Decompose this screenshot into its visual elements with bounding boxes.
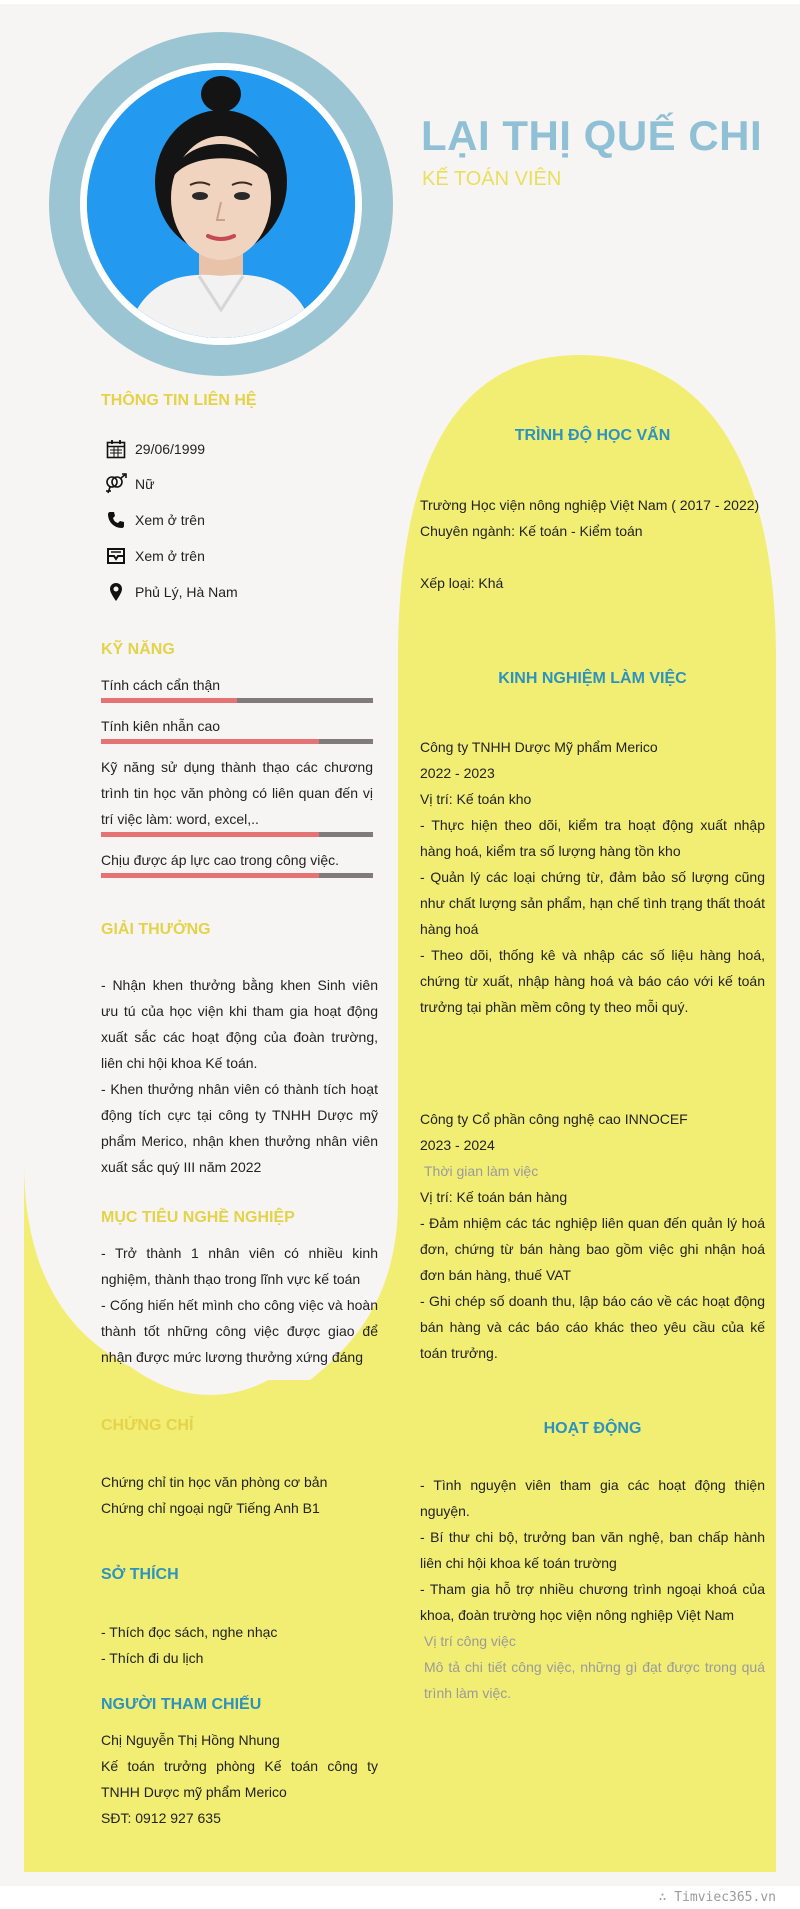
goals-section-title: MỤC TIÊU NGHỀ NGHIỆP [101,1209,295,1226]
skill-label: Chịu được áp lực cao trong công việc. [101,852,340,868]
job-detail: - Đảm nhiệm các tác nghiệp liên quan đến quản lý hoá đơn, chứng từ bán hàng bao gồm việc ghi nhận hoá đơn bán hàng, thuế VAT [420,1215,765,1283]
job-time-placeholder: Thời gian làm việc [424,1163,539,1179]
activity-item: - Tham gia hỗ trợ nhiều chương trình ngoại khoá của khoa, đoàn trường học viện nông nghiệp Việt Nam [420,1581,765,1623]
hobbies-content [101,1619,378,1671]
portrait-illustration [87,70,355,338]
job-company: Công ty TNHH Dược Mỹ phẩm Merico [420,739,658,755]
skills-section-title: KỸ NĂNG [101,641,175,658]
skill-label: Tính kiên nhẫn cao [101,718,221,734]
goals-content [101,1240,378,1370]
contact-birthday [104,436,205,462]
contact-email [104,543,205,569]
activity-item: - Bí thư chi bộ, trưởng ban văn nghệ, ban chấp hành liên chi hội khoa kế toán trường [420,1529,765,1571]
hobby-item: - Thích đi du lịch [101,1650,204,1666]
job-position: Vị trí: Kế toán kho [420,791,532,807]
experience-section-title: KINH NGHIỆM LÀM VIỆC [498,670,687,687]
skill-label: Tính cách cẩn thận [101,677,221,693]
job-company: Công ty Cổ phần công nghệ cao INNOCEF [420,1111,688,1127]
certificate-item: Chứng chỉ ngoại ngữ Tiếng Anh B1 [101,1500,320,1516]
location-icon [104,580,128,604]
activity-item: - Tình nguyện viên tham gia các hoạt động thiện nguyện. [420,1477,765,1519]
reference-position: Kế toán trưởng phòng Kế toán công ty TNHH Dược mỹ phẩm Merico [101,1758,378,1800]
activities-content [420,1472,765,1706]
contact-address [104,579,238,605]
certificates-section-title: CHỨNG CHỈ [101,1417,194,1434]
candidate-role: KẾ TOÁN VIÊN [422,168,562,190]
phone-icon [104,508,128,532]
skill-bar-fill [101,739,319,744]
education-content [420,492,765,596]
goal-item: - Cống hiến hết mình cho công việc và hoàn thành tốt những công việc được giao để nhận được mức lương thưởng xứng đáng [101,1297,378,1365]
contact-value: Phủ Lý, Hà Nam [135,584,238,600]
references-content [101,1727,378,1831]
skill-label: Kỹ năng sử dụng thành thạo các chương trình tin học văn phòng có liên quan đến vị trí việc làm: word, excel,.. [101,759,373,827]
job-period: 2022 - 2023 [420,765,495,781]
activity-description-placeholder: Mô tả chi tiết công việc, những gì đạt được trong quá trình làm việc. [424,1659,765,1701]
contact-value: 29/06/1999 [135,441,206,457]
job-entry [420,734,765,1020]
calendar-icon [104,437,128,461]
contact-value: Nữ [135,476,155,492]
contact-phone [104,507,205,533]
job-detail: - Quản lý các loại chứng từ, đảm bảo số lượng cũng như chất lượng sản phẩm, hạn chế tình trạng thất thoát hàng hoá [420,869,765,937]
job-period: 2023 - 2024 [420,1137,495,1153]
gender-icon [104,472,128,496]
reference-phone: SĐT: 0912 927 635 [101,1810,221,1826]
job-entry [420,1106,765,1366]
skill-bar-fill [101,832,319,837]
education-grade: Xếp loại: Khá [420,575,504,591]
activities-section-title: HOẠT ĐỘNG [543,1420,642,1437]
skill-bar-fill [101,873,319,878]
candidate-name: LẠI THỊ QUẾ CHI [421,112,763,159]
watermark: ∴ Timviec365.vn [658,1890,776,1905]
contact-section-title: THÔNG TIN LIÊN HỆ [101,392,257,409]
certificates-content [101,1469,378,1521]
education-section-title: TRÌNH ĐỘ HỌC VẤN [514,427,671,444]
skill-bar [101,739,373,744]
awards-content [101,972,378,1180]
education-school: Trường Học viện nông nghiệp Việt Nam ( 2017 - 2022) [420,497,760,513]
job-detail: - Thực hiện theo dõi, kiểm tra hoạt động xuất nhập hàng hoá, kiểm tra số lượng hàng tồn kho [420,817,765,859]
contact-value: Xem ở trên [135,548,205,564]
job-detail: - Theo dõi, thống kê và nhập các số liệu hàng hoá, chứng từ xuất, nhập hàng hoá và báo cáo với kế toán trưởng tại phần mềm công ty theo mỗi quý. [420,947,765,1015]
reference-name: Chị Nguyễn Thị Hồng Nhung [101,1732,280,1748]
skill-bar-fill [101,698,237,703]
skill-bar [101,832,373,837]
awards-section-title: GIẢI THƯỞNG [101,921,211,938]
avatar [87,70,355,338]
certificate-item: Chứng chỉ tin học văn phòng cơ bản [101,1474,328,1490]
hobby-item: - Thích đọc sách, nghe nhạc [101,1624,278,1640]
email-icon [104,544,128,568]
skill-bar [101,873,373,878]
award-item: - Nhận khen thưởng bằng khen Sinh viên ưu tú của học viện khi tham gia hoạt động xuất sắc các hoạt động của đoàn trường, liên chi hội khoa Kế toán. [101,977,378,1071]
activity-position-placeholder: Vị trí công việc [424,1633,516,1649]
references-section-title: NGƯỜI THAM CHIẾU [101,1696,262,1713]
job-position: Vị trí: Kế toán bán hàng [420,1189,568,1205]
contact-gender [104,471,154,497]
goal-item: - Trở thành 1 nhân viên có nhiều kinh nghiệm, thành thạo trong lĩnh vực kế toán [101,1245,378,1287]
job-detail: - Ghi chép số doanh thu, lập báo cáo về các hoạt động bán hàng và các báo cáo khác theo yêu cầu của kế toán trưởng. [420,1293,765,1361]
education-major: Chuyên ngành: Kế toán - Kiểm toán [420,523,643,539]
award-item: - Khen thưởng nhân viên có thành tích hoạt động tích cực tại công ty TNHH Dược mỹ phẩm Merico, nhận khen thưởng nhân viên xuất sắc quý III năm 2022 [101,1081,378,1175]
contact-value: Xem ở trên [135,512,205,528]
hobbies-section-title: SỞ THÍCH [101,1566,179,1583]
skill-bar [101,698,373,703]
